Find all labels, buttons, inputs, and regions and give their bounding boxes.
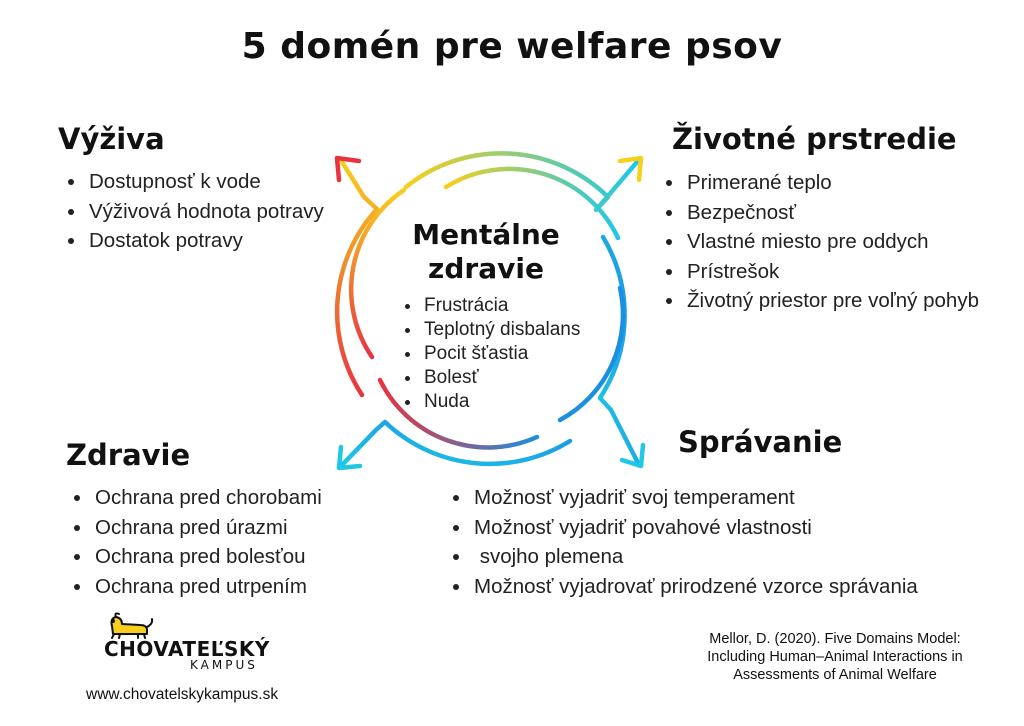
mental-heading-line1: Mentálne (412, 218, 560, 251)
list-item: • Vlastné miesto pre oddych (685, 227, 1024, 257)
list-item: • Možnosť vyjadrovať prirodzené vzorce správania (472, 572, 1024, 602)
list-item: • Možnosť vyjadriť svoj temperament (472, 483, 1024, 513)
environment-heading: Životné prstredie (672, 122, 957, 156)
list-item: • Prístrešok (685, 257, 1024, 287)
list-item: • Výživová hodnota potravy (87, 197, 427, 227)
list-item: • Ochrana pred úrazmi (93, 513, 433, 543)
list-item: • Bolesť (422, 366, 662, 390)
list-item: • Ochrana pred utrpením (93, 572, 433, 602)
environment-list (657, 168, 1024, 316)
list-item: • Frustrácia (422, 294, 662, 318)
list-item: • Životný priestor pre voľný pohyb (685, 286, 1024, 316)
list-item: • Nuda (422, 390, 662, 414)
top-cycle-arrow (406, 153, 637, 210)
list-item: • Pocit šťastia (422, 342, 662, 366)
list-item: • svojho plemena (472, 542, 1024, 572)
logo-name: CHOVATEĽSKÝ (104, 637, 270, 661)
list-item: • Ochrana pred bolesťou (93, 542, 433, 572)
nutrition-list (59, 167, 427, 256)
mental-heading-line2: zdravie (428, 252, 544, 285)
list-item: • Dostatok potravy (87, 226, 427, 256)
mental-heading (386, 218, 586, 286)
behaviour-heading: Správanie (678, 425, 843, 459)
mental-list (396, 294, 662, 414)
behaviour-list (444, 483, 1024, 601)
health-heading: Zdravie (66, 438, 191, 472)
list-item: • Bezpečnosť (685, 198, 1024, 228)
list-item: • Teplotný disbalans (422, 318, 662, 342)
page-title: 5 domén pre welfare psov (241, 26, 783, 67)
citation: Mellor, D. (2020). Five Domains Model: Including Human–Animal Interactions in Assessments of Animal Welfare (707, 631, 963, 683)
list-item: • Primerané teplo (685, 168, 1024, 198)
list-item: • Možnosť vyjadriť povahové vlastnosti (472, 513, 1024, 543)
website-link[interactable]: www.chovatelskykampus.sk (86, 686, 279, 703)
logo-subtitle: KAMPUS (190, 658, 258, 672)
list-item: • Dostupnosť k vode (87, 167, 427, 197)
nutrition-heading: Výživa (58, 122, 165, 156)
health-list (65, 483, 433, 601)
list-item: • Ochrana pred chorobami (93, 483, 433, 513)
